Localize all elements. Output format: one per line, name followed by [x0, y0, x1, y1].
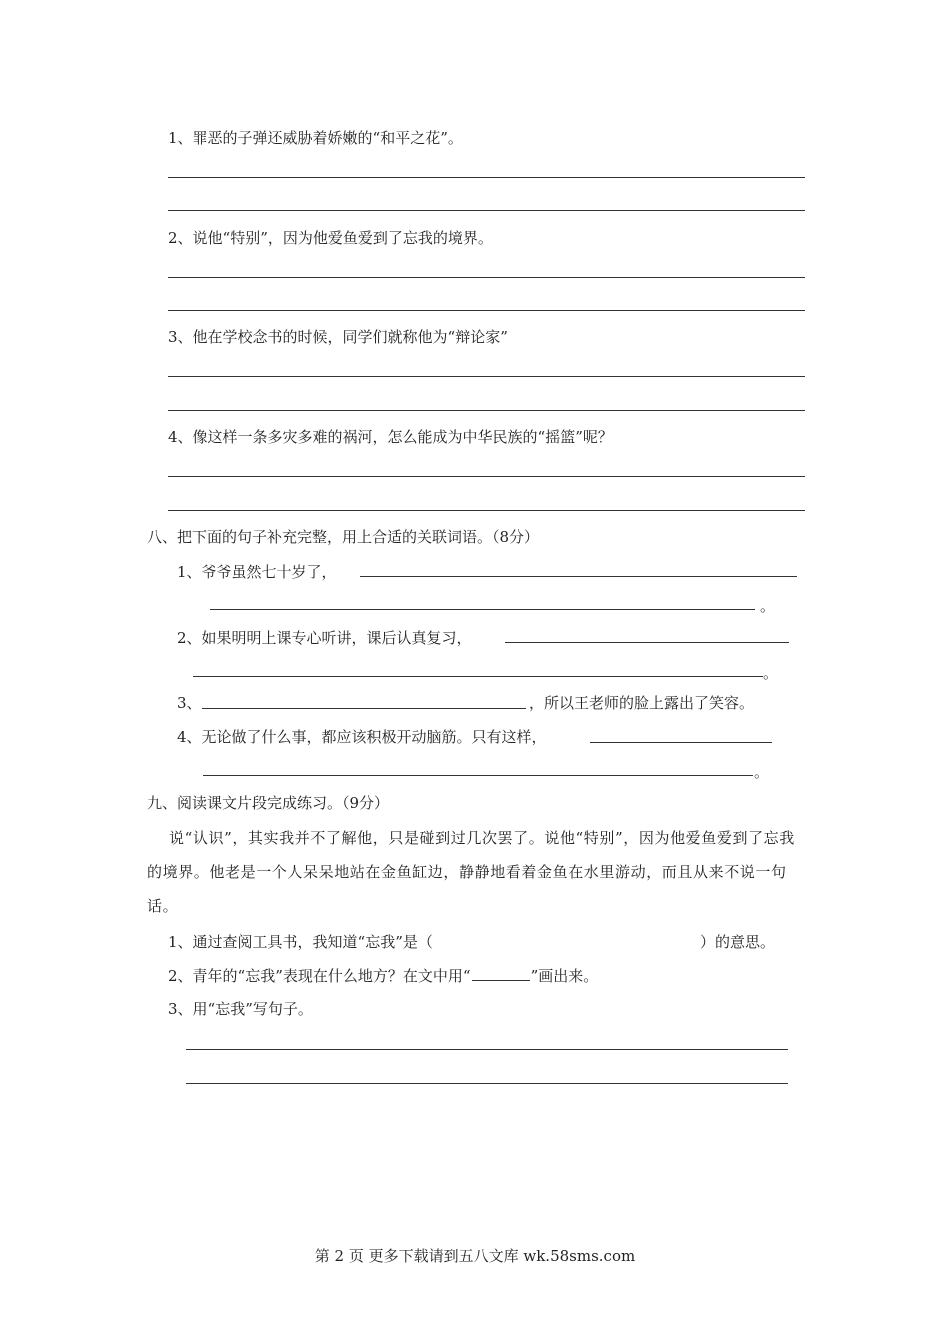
passage-text: 说“认识”，其实我并不了解他，只是碰到过几次罢了。说他“特别”，因为他爱鱼爱到了忘我的境界。他老是一个人呆呆地站在金鱼缸边，静静地看着金鱼在水里游动，而且从来不说一句话。	[147, 829, 795, 915]
s9-q2-end: ”画出来。	[530, 967, 599, 985]
reading-passage	[147, 821, 807, 923]
s9-q2	[168, 966, 598, 986]
answer-line	[168, 310, 805, 311]
fill-blank-line	[590, 742, 772, 743]
answer-line	[186, 1049, 788, 1050]
s8-item-3-num: 3、	[177, 694, 202, 712]
answer-line	[168, 177, 805, 178]
section-9-heading: 九、阅读课文片段完成练习。（9分）	[147, 794, 390, 812]
fill-blank-line	[360, 576, 797, 577]
section-8-heading: 八、把下面的句子补充完整，用上合适的关联词语。（8分）	[147, 528, 540, 546]
fill-blank-line	[505, 642, 789, 643]
s8-item-2: 2、如果明明上课专心听讲，课后认真复习，	[177, 629, 472, 647]
answer-line	[168, 410, 805, 411]
s9-q3: 3、用“忘我”写句子。	[168, 1000, 313, 1018]
fill-blank-line	[193, 676, 763, 677]
answer-line	[186, 1083, 788, 1084]
s7-item-1: 1、罪恶的子弹还威胁着娇嫩的“和平之花”。	[168, 129, 463, 147]
s7-item-2: 2、说他“特别”，因为他爱鱼爱到了忘我的境界。	[168, 229, 493, 247]
answer-line	[168, 210, 805, 211]
s7-item-4: 4、像这样一条多灾多难的祸河，怎么能成为中华民族的“摇篮”呢？	[168, 428, 613, 446]
s8-item-4-end: 。	[754, 763, 770, 781]
answer-line	[168, 510, 805, 511]
s8-item-4: 4、无论做了什么事，都应该积极开动脑筋。只有这样，	[177, 728, 547, 746]
page-footer: 第 2 页 更多下载请到五八文库 wk.58sms.com	[314, 1247, 636, 1265]
fill-blank-line	[203, 775, 753, 776]
s8-item-1: 1、爷爷虽然七十岁了，	[177, 563, 337, 581]
answer-line	[168, 277, 805, 278]
underline-sample	[472, 966, 530, 981]
s9-q2-start: 2、青年的“忘我”表现在什么地方？在文中用“	[168, 967, 471, 985]
s7-item-3: 3、他在学校念书的时候，同学们就称他为“辩论家”	[168, 328, 508, 346]
s8-item-2-end: 。	[763, 664, 779, 682]
answer-line	[168, 376, 805, 377]
s8-item-1-end: 。	[760, 597, 776, 615]
fill-blank-line	[210, 609, 755, 610]
s9-q1-end: ）的意思。	[700, 933, 776, 951]
s9-q1-start: 1、通过查阅工具书，我知道“忘我”是（	[168, 933, 433, 951]
fill-blank-line	[202, 708, 526, 709]
s8-item-3-text: ，所以王老师的脸上露出了笑容。	[529, 694, 755, 712]
answer-line	[168, 476, 805, 477]
